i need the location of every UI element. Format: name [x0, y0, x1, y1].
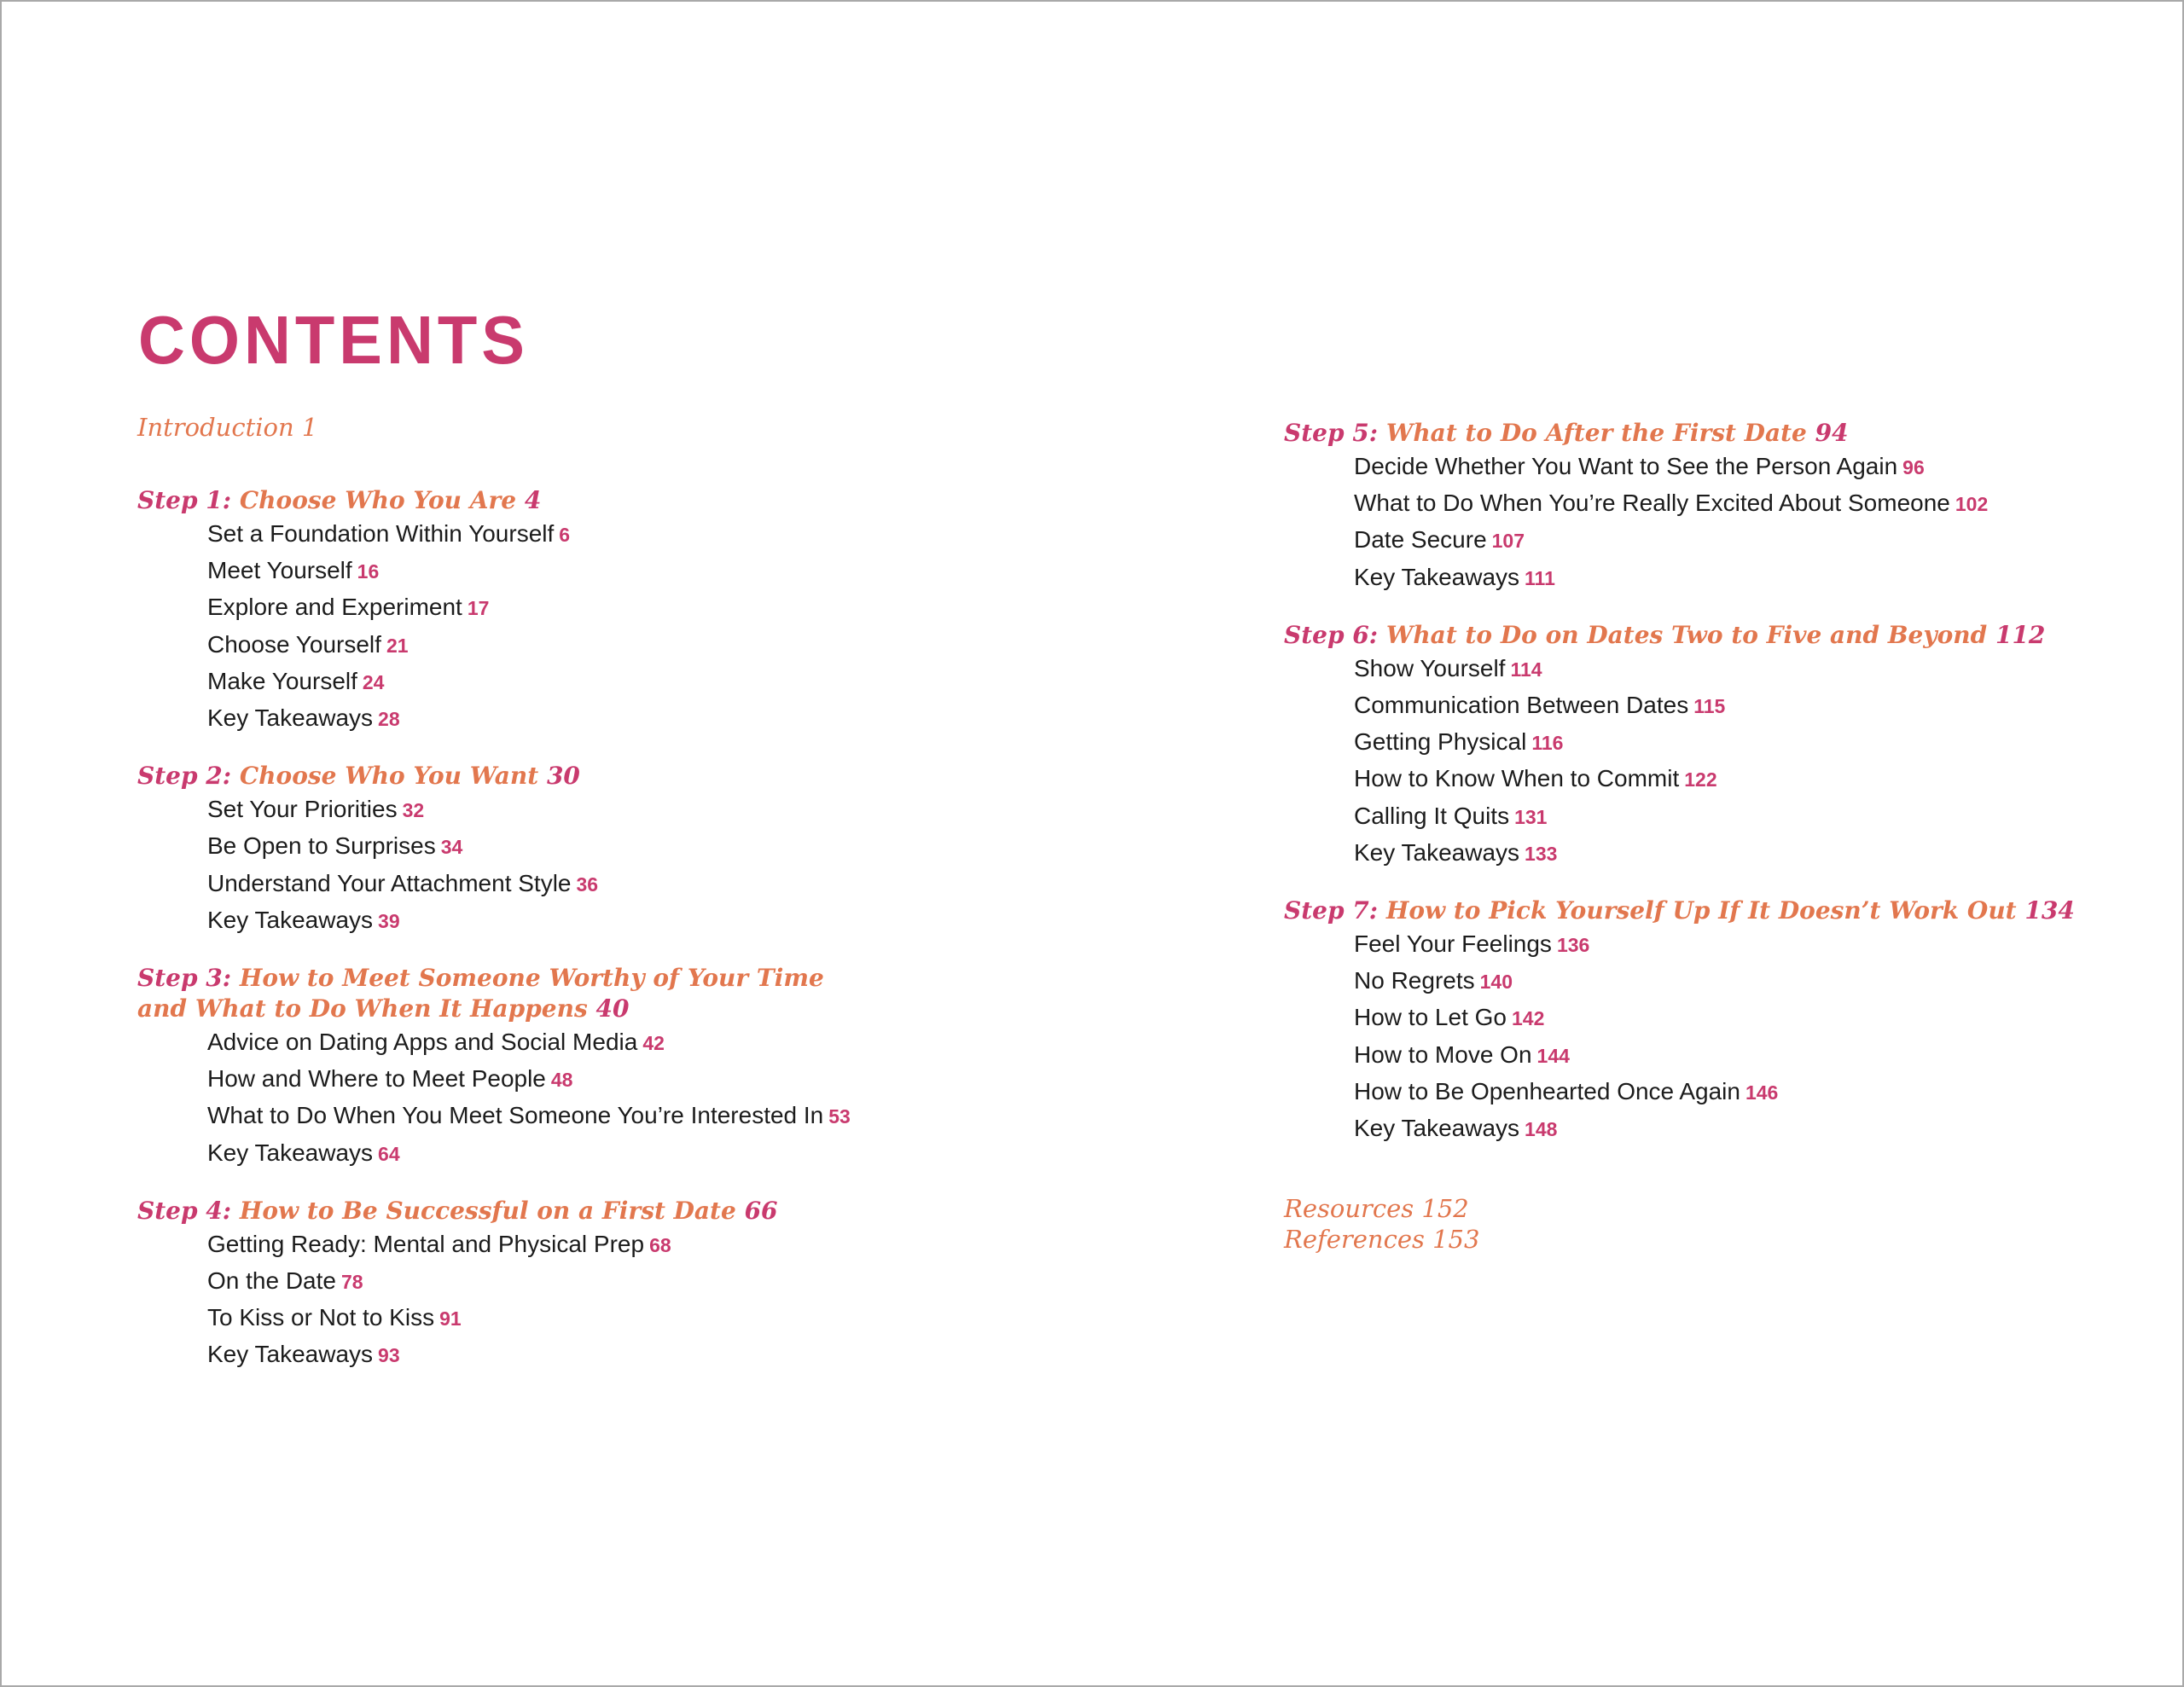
toc-entry[interactable] — [1354, 1110, 2180, 1147]
entry-page: 107 — [1491, 530, 1525, 553]
entry-page: 115 — [1693, 695, 1726, 718]
entry-page: 136 — [1556, 934, 1590, 957]
step-label: Step 6: — [1284, 620, 1379, 649]
entry-title: Meet Yourself — [207, 557, 352, 584]
entry-page: 24 — [362, 670, 385, 693]
toc-entry[interactable] — [207, 664, 1161, 700]
toc-entry[interactable] — [207, 700, 1161, 737]
resources-label: Resources — [1284, 1194, 1414, 1224]
entry-title: On the Date — [207, 1267, 336, 1295]
step-2-heading[interactable] — [137, 761, 1161, 791]
entry-title: Advice on Dating Apps and Social Media — [207, 1029, 638, 1056]
entry-page: 36 — [576, 872, 599, 896]
step-title-continued: and What to Do When It Happens — [137, 994, 588, 1023]
entry-page: 16 — [357, 560, 380, 583]
entry-title: Communication Between Dates — [1354, 692, 1689, 719]
entry-title: Show Yourself — [1354, 654, 1506, 681]
toc-entry[interactable] — [1354, 798, 2180, 835]
toc-step-7 — [1284, 896, 2180, 1147]
step-page: 30 — [546, 762, 580, 791]
toc-entry[interactable] — [207, 828, 1161, 865]
entry-title: Key Takeaways — [1354, 838, 1520, 866]
entry-page: 53 — [828, 1105, 851, 1128]
entry-page: 34 — [440, 836, 463, 859]
entry-title: How to Know When to Commit — [1354, 765, 1680, 792]
toc-entry[interactable] — [1354, 1037, 2180, 1074]
entry-title: Set Your Priorities — [207, 796, 398, 823]
step-6-heading[interactable] — [1284, 620, 2180, 651]
toc-entry[interactable] — [207, 902, 1161, 939]
entry-title: How and Where to Meet People — [207, 1065, 546, 1093]
toc-back-matter — [1284, 1193, 2180, 1255]
entry-page: 42 — [642, 1032, 665, 1055]
step-2-entries — [137, 791, 1161, 939]
toc-entry[interactable] — [1354, 485, 2180, 522]
entry-title: Key Takeaways — [207, 704, 374, 732]
step-1-entries — [137, 516, 1161, 737]
step-title: Choose Who You Are — [239, 486, 517, 514]
entry-title: Feel Your Feelings — [1354, 930, 1552, 958]
entry-page: 122 — [1684, 768, 1717, 791]
step-7-heading[interactable] — [1284, 896, 2180, 926]
step-label: Step 5: — [1284, 419, 1379, 447]
toc-introduction[interactable] — [137, 412, 1161, 443]
entry-title: Be Open to Surprises — [207, 832, 436, 860]
entry-title: Set a Foundation Within Yourself — [207, 520, 555, 547]
references-label: References — [1284, 1225, 1425, 1255]
entry-page: 48 — [550, 1069, 573, 1092]
toc-entry[interactable] — [207, 866, 1161, 902]
toc-entry[interactable] — [207, 589, 1161, 626]
step-label: Step 2: — [137, 762, 232, 791]
toc-entry[interactable] — [1354, 926, 2180, 963]
toc-entry[interactable] — [207, 1263, 1161, 1300]
entry-title: Decide Whether You Want to See the Person Again — [1354, 453, 1898, 479]
entry-title: Key Takeaways — [207, 906, 374, 933]
toc-entry[interactable] — [1354, 687, 2180, 724]
entry-page: 78 — [340, 1271, 363, 1294]
entry-page: 114 — [1510, 658, 1542, 681]
entry-title: Explore and Experiment — [207, 594, 462, 621]
step-3-heading[interactable] — [137, 963, 1161, 1024]
step-page: 40 — [595, 994, 630, 1023]
entry-page: 102 — [1955, 493, 1989, 516]
toc-entry[interactable] — [207, 516, 1161, 553]
step-title: What to Do on Dates Two to Five and Beyond — [1385, 620, 1988, 649]
entry-title: To Kiss or Not to Kiss — [207, 1304, 435, 1331]
entry-page: 17 — [467, 597, 490, 620]
entry-title: What to Do When You’re Really Excited About Someone — [1354, 490, 1950, 517]
toc-entry[interactable] — [207, 627, 1161, 664]
entry-title: No Regrets — [1354, 967, 1475, 994]
step-1-heading[interactable] — [137, 485, 1161, 516]
toc-step-3 — [137, 963, 1161, 1172]
toc-step-1 — [137, 485, 1161, 737]
step-title: How to Be Successful on a First Date — [239, 1196, 736, 1225]
toc-entry[interactable] — [1354, 835, 2180, 872]
step-7-entries — [1284, 926, 2180, 1147]
step-label: Step 3: — [137, 964, 232, 993]
introduction-page: 1 — [301, 413, 318, 442]
entry-title: Key Takeaways — [1354, 1115, 1520, 1142]
toc-entry[interactable] — [207, 791, 1161, 828]
entry-page: 111 — [1525, 566, 1555, 589]
toc-entry[interactable] — [1354, 1074, 2180, 1110]
step-page: 94 — [1815, 419, 1849, 447]
toc-entry[interactable] — [207, 1336, 1161, 1373]
toc-entry[interactable] — [207, 553, 1161, 589]
entry-page: 39 — [378, 909, 400, 932]
step-label: Step 1: — [137, 486, 232, 514]
entry-title: Key Takeaways — [1354, 563, 1520, 590]
entry-title: What to Do When You Meet Someone You’re Interested In — [207, 1102, 824, 1129]
entry-page: 116 — [1531, 732, 1564, 755]
contents-heading: CONTENTS — [138, 302, 529, 379]
step-label: Step 7: — [1284, 896, 1379, 925]
toc-entry[interactable] — [1354, 522, 2180, 559]
toc-step-5 — [1284, 418, 2180, 596]
entry-title: Make Yourself — [207, 667, 357, 694]
step-title: How to Pick Yourself Up If It Doesn’t Work Out — [1385, 896, 2017, 925]
entry-page: 93 — [378, 1344, 400, 1367]
entry-page: 6 — [559, 524, 571, 546]
entry-page: 142 — [1511, 1007, 1545, 1030]
entry-page: 140 — [1479, 971, 1513, 994]
entry-title: Getting Physical — [1354, 728, 1527, 756]
toc-step-2 — [137, 761, 1161, 939]
step-page: 134 — [2024, 896, 2075, 925]
toc-entry[interactable] — [1354, 963, 2180, 1000]
toc-entry[interactable] — [1354, 651, 2180, 687]
toc-step-4 — [137, 1196, 1161, 1374]
resources-page: 152 — [1421, 1194, 1469, 1224]
toc-entry[interactable] — [1354, 724, 2180, 761]
entry-page: 144 — [1536, 1044, 1570, 1067]
entry-page: 146 — [1745, 1081, 1779, 1104]
entry-title: How to Move On — [1354, 1041, 1532, 1068]
step-title: How to Meet Someone Worthy of Your Time — [239, 964, 824, 993]
entry-title: Date Secure — [1354, 526, 1487, 554]
step-5-entries — [1284, 449, 2180, 596]
toc-entry[interactable] — [207, 1300, 1161, 1336]
entry-title: Understand Your Attachment Style — [207, 869, 572, 896]
entry-title: Choose Yourself — [207, 630, 381, 658]
step-label: Step 4: — [137, 1196, 232, 1225]
entry-title: Getting Ready: Mental and Physical Prep — [207, 1230, 645, 1257]
references-page: 153 — [1432, 1225, 1480, 1255]
toc-entry[interactable] — [207, 1061, 1161, 1098]
entry-title: How to Let Go — [1354, 1004, 1507, 1031]
entry-title: Key Takeaways — [207, 1139, 374, 1166]
entry-page: 148 — [1525, 1118, 1558, 1141]
toc-entry[interactable] — [207, 1098, 1161, 1134]
entry-page: 131 — [1514, 805, 1548, 828]
entry-page: 64 — [378, 1142, 400, 1165]
entry-page: 68 — [649, 1233, 671, 1256]
step-page: 112 — [1995, 620, 2046, 649]
toc-step-6 — [1284, 620, 2180, 872]
step-page: 4 — [524, 486, 542, 514]
toc-left-column — [137, 412, 1161, 1374]
entry-title: Key Takeaways — [207, 1341, 374, 1368]
toc-entry[interactable] — [207, 1135, 1161, 1172]
entry-page: 21 — [386, 634, 409, 657]
toc-entry[interactable] — [1354, 1000, 2180, 1036]
step-4-entries — [137, 1226, 1161, 1374]
toc-entry[interactable] — [1354, 761, 2180, 797]
entry-page: 96 — [1902, 456, 1925, 478]
entry-page: 91 — [439, 1307, 462, 1330]
step-6-entries — [1284, 651, 2180, 872]
toc-resources[interactable] — [1284, 1193, 2180, 1224]
toc-entry[interactable] — [1354, 559, 2180, 596]
step-5-heading[interactable] — [1284, 418, 2180, 449]
introduction-label: Introduction — [137, 413, 294, 442]
step-page: 66 — [744, 1196, 778, 1225]
step-title: Choose Who You Want — [239, 762, 539, 791]
toc-right-column — [1284, 418, 2180, 1255]
step-4-heading[interactable] — [137, 1196, 1161, 1226]
entry-page: 28 — [378, 708, 400, 731]
toc-entry[interactable] — [207, 1226, 1161, 1263]
toc-entry[interactable] — [1354, 449, 2180, 485]
entry-page: 32 — [402, 799, 425, 822]
toc-references[interactable] — [1284, 1224, 2180, 1255]
entry-title: How to Be Openhearted Once Again — [1354, 1077, 1740, 1104]
step-3-entries — [137, 1024, 1161, 1172]
toc-entry[interactable] — [207, 1024, 1161, 1061]
entry-title: Calling It Quits — [1354, 802, 1510, 829]
step-title: What to Do After the First Date — [1385, 419, 1807, 447]
entry-page: 133 — [1525, 842, 1558, 865]
